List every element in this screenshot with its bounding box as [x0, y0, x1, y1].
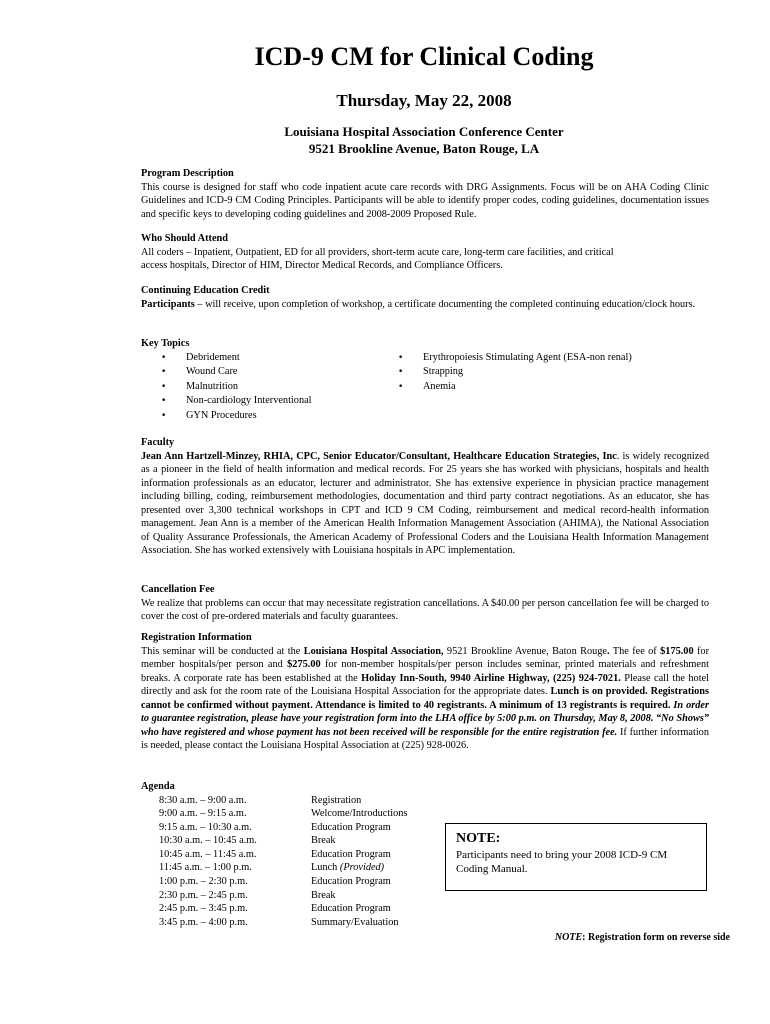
reg-text-6: Please call the hotel directly and ask for the room rate of the Louisiana Hospital Association for the appropriate dates.: [141, 672, 710, 697]
cancellation-heading: Cancellation Fee: [141, 584, 215, 595]
agenda-activity: Education Program: [311, 821, 391, 833]
agenda-activity: Education Program: [311, 848, 391, 860]
hotel-info: Holiday Inn-South, 9940 Airline Highway, (225) 924-7021.: [361, 672, 621, 684]
who-should-attend-section: [141, 232, 709, 273]
agenda-time: 11:45 a.m. – 1:00 p.m.: [159, 862, 252, 874]
topic-item: • Malnutrition: [161, 380, 312, 395]
note-box: [445, 823, 707, 891]
who-should-attend-heading: Who Should Attend: [141, 233, 228, 244]
agenda-time: 9:00 a.m. – 9:15 a.m.: [159, 808, 247, 820]
cancellation-text: We realize that problems can occur that may necessitate registration cancellations. A $40.00 per person cancellation fee will be charged to cover the cost of pre-ordered materials and faculty guarantees.: [141, 597, 709, 622]
agenda-activity: Education Program: [311, 903, 391, 915]
reg-venue-bold: Louisiana Hospital Association,: [303, 645, 444, 657]
member-fee: $175.00: [660, 645, 694, 657]
continuing-education-section: [141, 284, 709, 311]
agenda-time: 3:45 p.m. – 4:00 p.m.: [159, 916, 248, 928]
agenda-activity: Break: [311, 835, 336, 847]
page-title: ICD-9 CM for Clinical Coding: [254, 42, 594, 71]
topic-item: • Wound Care: [161, 365, 312, 380]
continuing-education-text: [141, 298, 709, 312]
agenda-activity: Break: [311, 889, 336, 901]
reg-text-1: This seminar will be conducted at the: [141, 645, 304, 657]
agenda-activity: Education Program: [311, 876, 391, 888]
cancellation-section: [141, 583, 709, 624]
registration-heading: Registration Information: [141, 632, 252, 643]
topic-item: • Anemia: [398, 380, 632, 395]
continuing-education-heading: Continuing Education Credit: [141, 285, 270, 296]
non-member-fee: $275.00: [287, 659, 321, 670]
faculty-text: [141, 450, 709, 558]
agenda-activity: Registration: [311, 794, 362, 806]
who-should-attend-line-1: All coders – Inpatient, Outpatient, ED for all providers, short-term acute care, long-term care facilities, and critical: [141, 246, 614, 258]
topic-item: • Strapping: [398, 365, 632, 380]
continuing-education-body: – will receive, upon completion of workshop, a certificate documenting the completed continuing education/clock hours.: [194, 298, 696, 310]
agenda-row: [141, 794, 709, 808]
venue-address: 9521 Brookline Avenue, Baton Rouge, LA: [308, 141, 540, 156]
note-title: NOTE:: [456, 831, 501, 846]
faculty-section: [141, 436, 709, 558]
agenda-activity: Summary/Evaluation: [311, 916, 399, 928]
reverse-side-note-label: NOTE: [554, 932, 583, 943]
venue-name: Louisiana Hospital Association Conference Center: [284, 124, 564, 139]
agenda-time: 1:00 p.m. – 2:30 p.m.: [159, 876, 248, 888]
reverse-side-note: [440, 932, 730, 943]
agenda-time: 8:30 a.m. – 9:00 a.m.: [159, 794, 247, 806]
faculty-name: Jean Ann Hartzell-Minzey, RHIA, CPC, Senior Educator/Consultant, Healthcare Education Strategies, Inc: [141, 450, 617, 462]
agenda-activity-note: (Provided): [339, 862, 385, 874]
registration-limits: Lunch is on provided. Registrations cannot be confirmed without payment. Attendance is limited to 40 registrants. A minimum of 13 registrants is required.: [141, 686, 709, 711]
reg-text-4: for member hospitals/per person and: [141, 645, 710, 670]
agenda-time: 2:30 p.m. – 2:45 p.m.: [159, 889, 248, 901]
reg-text-3: The fee of: [609, 645, 661, 657]
registration-section: [141, 631, 709, 753]
agenda-row: [141, 902, 709, 916]
venue: [0, 123, 770, 157]
faculty-heading: Faculty: [141, 437, 175, 448]
agenda-time: 2:45 p.m. – 3:45 p.m.: [159, 903, 248, 915]
topic-item: • GYN Procedures: [161, 409, 312, 424]
topic-item: • Erythropoiesis Stimulating Agent (ESA-non renal): [398, 351, 632, 366]
key-topics-heading: Key Topics: [141, 338, 190, 349]
faculty-bio: . is widely recognized as a pioneer in the field of health information and medical records. For 25 years she has worked with physicians, hospitals and health information professionals as an educator, lecturer and administrator. She has extensive experience in physician practice management including billing, coding, reimbursement methodologies, documentation and third party contract negotiations. As an educator, she has presented over 3,300 technical workshops in CPT and ICD 9 CM Coding, reimbursement and medical record-health information management. Jean Ann is a member of the American Health Information Management Association (AHIMA), the National Association of Quality Assurance Professionals, the American Academy of Professional Coders and the Louisiana Health Information Management Association. She has worked extensively with Louisiana hospitals in APC implementation.: [141, 450, 710, 556]
reg-period-bold: .: [607, 645, 610, 657]
reg-text-8: If further information is needed, please contact the Louisiana Hospital Association at (225) 928-0026.: [141, 726, 709, 751]
program-description-text: This course is designed for staff who code inpatient acute care records with DRG Assignments. Focus will be on AHA Coding Clinic Guidelines and ICD-9 CM Coding Principles. Participants will be able to identify proper codes, coding guidelines, documentation issues and specific keys to developing coding guidelines and 2008-2009 Proposed Rule.: [141, 181, 709, 220]
program-description-section: [141, 167, 709, 221]
agenda-heading: Agenda: [141, 781, 175, 792]
who-should-attend-line-2: access hospitals, Director of HIM, Director Medical Records, and Compliance Officers.: [141, 260, 503, 271]
participants-label: Participants: [141, 298, 195, 310]
agenda-activity-label: Lunch: [311, 862, 338, 874]
reverse-side-note-text: : Registration form on reverse side: [582, 932, 730, 943]
agenda-time: 10:30 a.m. – 10:45 a.m.: [159, 835, 257, 847]
key-topics-column-2: [398, 351, 632, 395]
program-description-heading: Program Description: [141, 168, 234, 179]
agenda-row: [141, 916, 709, 930]
note-text: Participants need to bring your 2008 ICD-9 CM Coding Manual.: [456, 849, 668, 875]
registration-text: [141, 645, 709, 753]
reg-text-2: 9521 Brookline Avenue, Baton Rouge: [443, 645, 608, 657]
agenda-time: 10:45 a.m. – 11:45 a.m.: [159, 848, 257, 860]
agenda-row: [141, 807, 709, 821]
key-topics-list: [141, 351, 709, 426]
agenda-activity: Welcome/Introductions: [311, 808, 408, 820]
registration-deadline: In order to guarantee registration, please have your registration form into the LHA office by 5:00 p.m. on Thursday, May 8, 2008. “No Shows” who have registered and whose payment has not been received will be responsible for the entire registration fee.: [141, 699, 709, 738]
topic-item: • Non-cardiology Interventional: [161, 394, 312, 409]
key-topics-section: [141, 337, 709, 426]
topic-item: • Debridement: [161, 351, 312, 366]
event-date: Thursday, May 22, 2008: [336, 91, 512, 110]
reg-text-5: for non-member hospitals/per person includes seminar, printed materials and refreshment breaks. A corporate rate has been established at the: [141, 659, 709, 684]
agenda-time: 9:15 a.m. – 10:30 a.m.: [159, 821, 252, 833]
key-topics-column-1: [161, 351, 312, 424]
agenda-activity: [311, 861, 384, 875]
